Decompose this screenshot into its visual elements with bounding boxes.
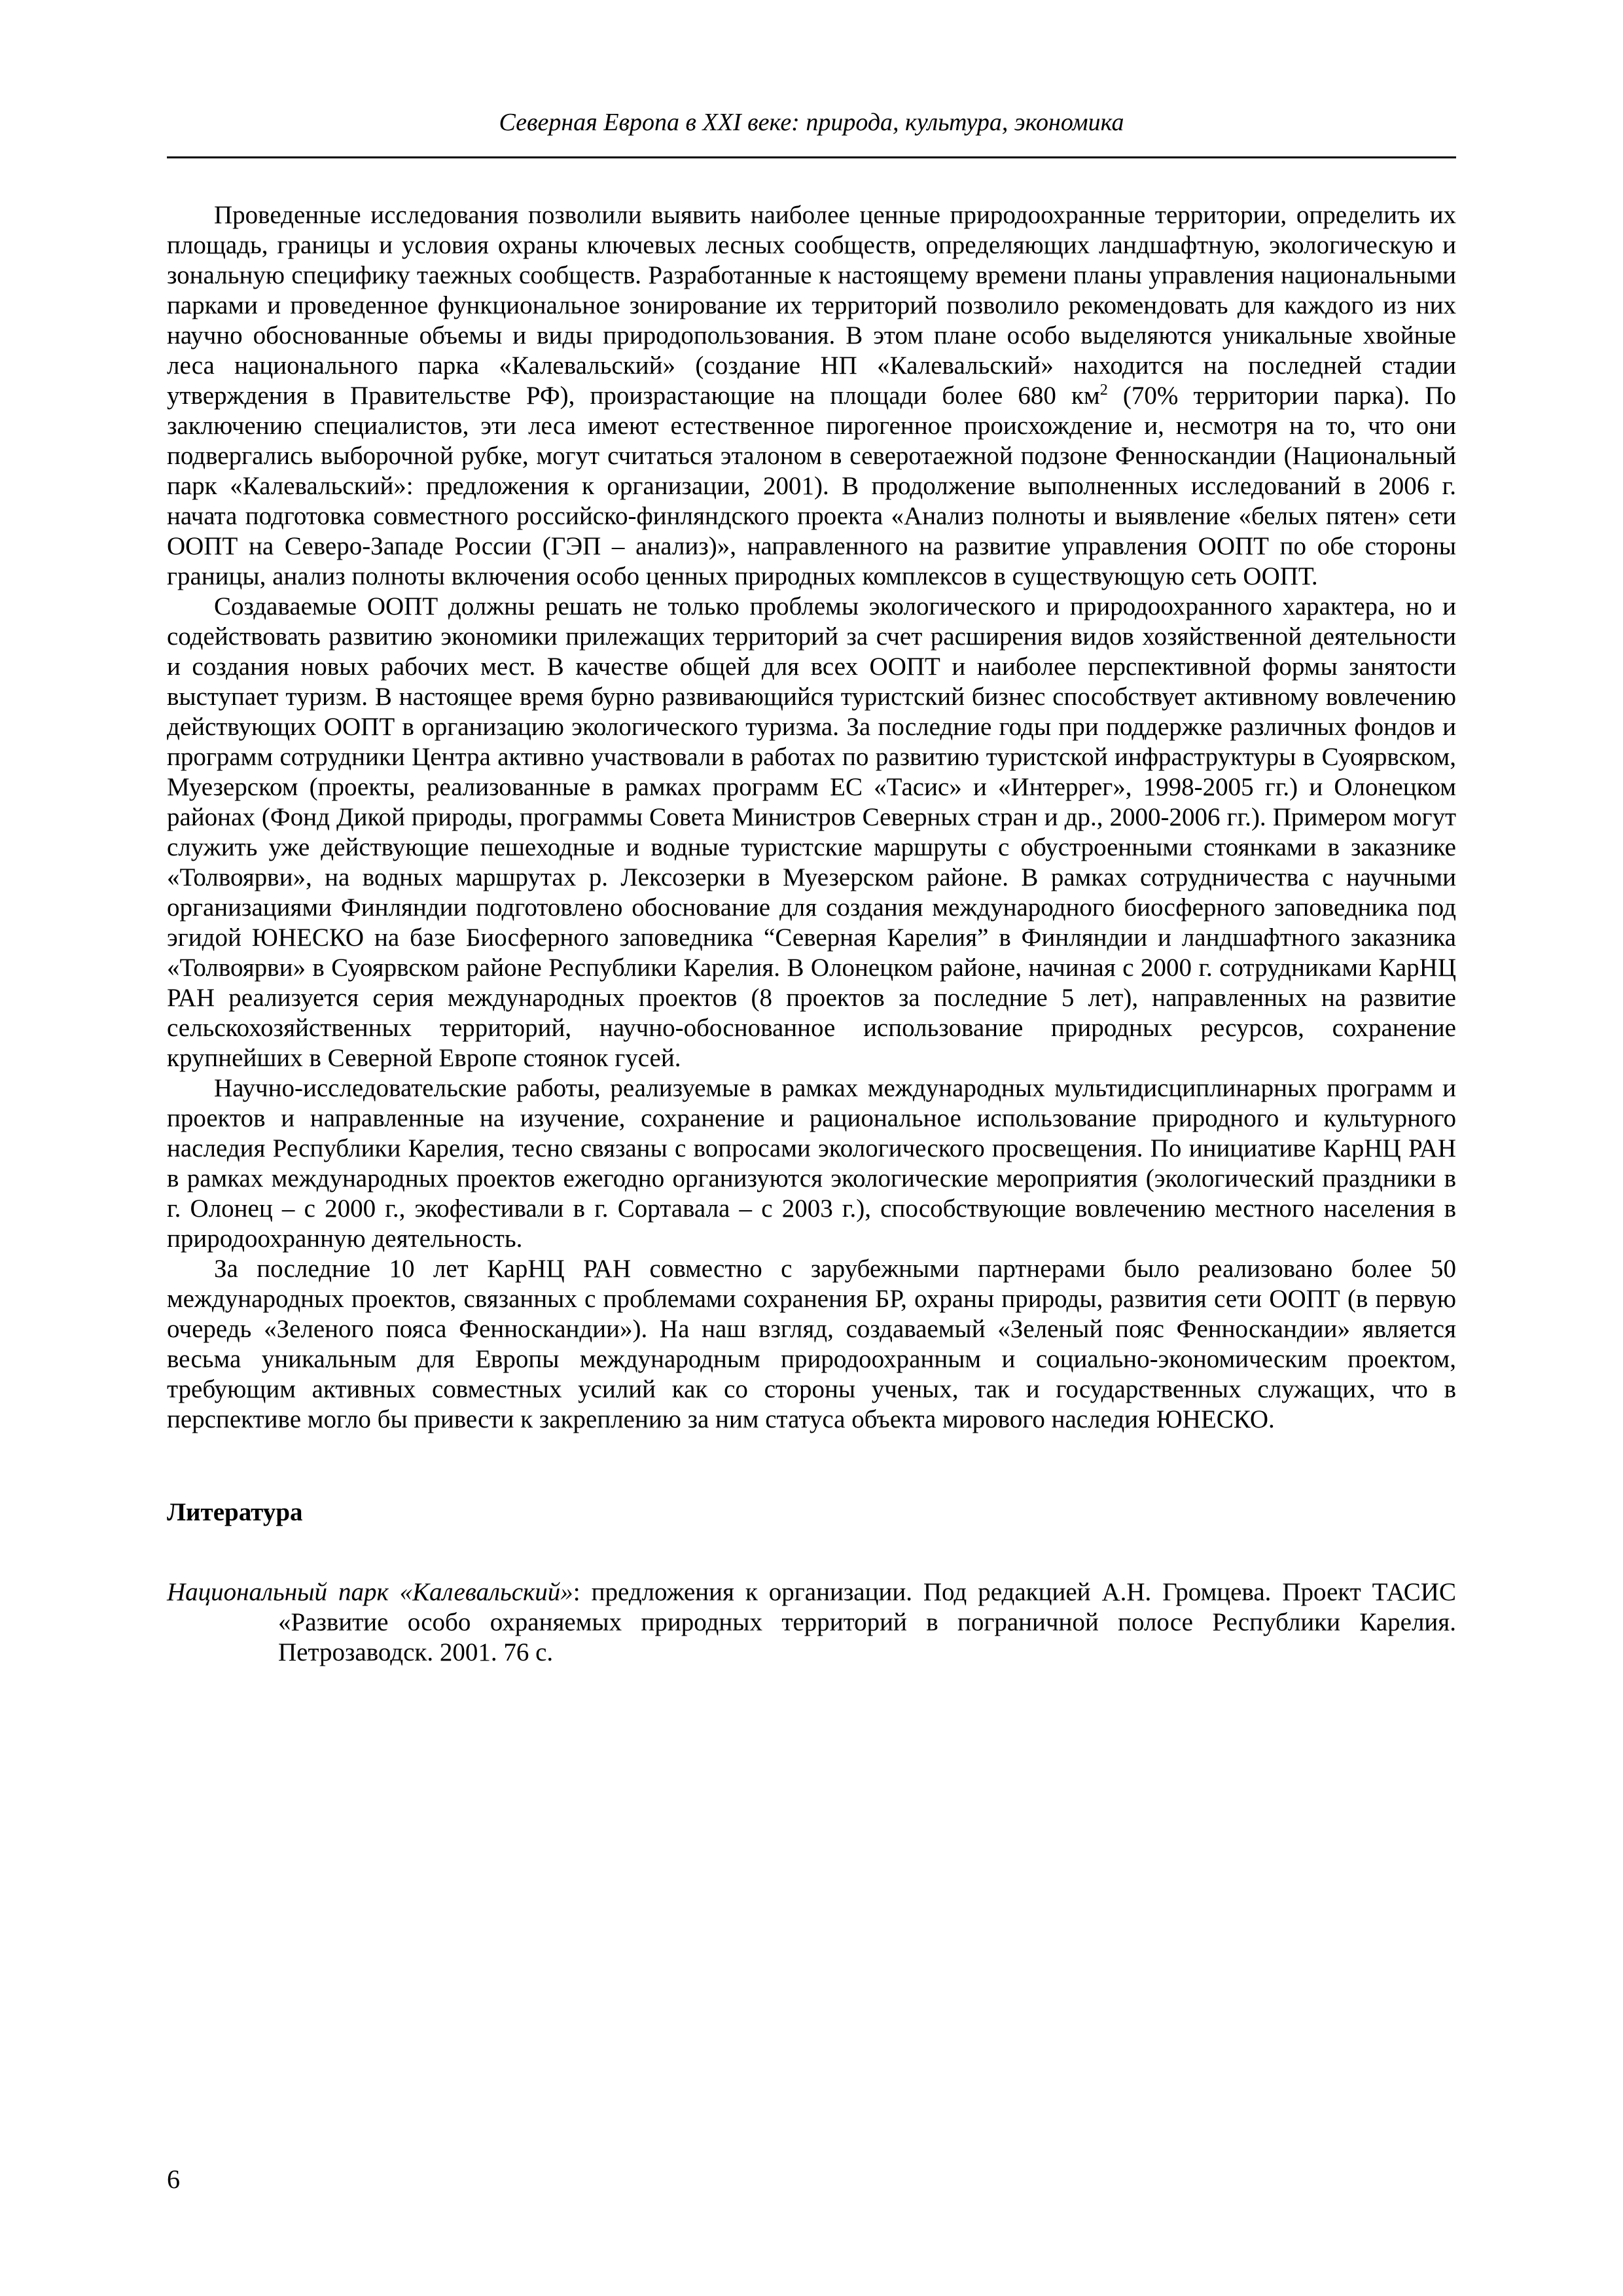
header-rule: [167, 156, 1456, 158]
bibliography-title: Национальный парк «Калевальский»: [167, 1577, 573, 1606]
page-number: 6: [167, 2164, 180, 2194]
paragraph-1-text: Проведенные исследования позволили выявить наиболее ценные природоохранные территории, определить их площадь, границы и условия охраны ключевых лесных сообществ, определяющих ландшафтную, экологическую и зональную специфику таежных сообществ. Разработанные к настоящему времени планы управления национальными парками и проведенное функциональное зонирование их территорий позволило рекомендовать для каждого из них научно обоснованные объемы и виды природопользования. В этом плане особо выделяются уникальные хвойные леса национального парка «Калевальский» (создание НП «Калевальский» находится на последней стадии утверждения в Правительстве РФ), произрастающие на площади более 680 км: [167, 200, 1456, 410]
bibliography-entry: [167, 1577, 1456, 1668]
km-squared-superscript: 2: [1099, 380, 1108, 399]
paragraph-4: За последние 10 лет КарНЦ РАН совместно с зарубежными партнерами было реализовано более 50 международных проектов, связанных с проблемами сохранения БР, охраны природы, развития сети ООПТ (в первую очередь «Зеленого пояса Фенноскандии»). На наш взгляд, создаваемый «Зеленый пояс Фенноскандии» является весьма уникальным для Европы международным природоохранным и социально-экономическим проектом, требующим активных совместных усилий как со стороны ученых, так и государственных служащих, что в перспективе могло бы привести к закреплению за ним статуса объекта мирового наследия ЮНЕСКО.: [167, 1254, 1456, 1433]
running-header: Северная Европа в XXI веке: природа, культура, экономика: [499, 109, 1124, 136]
bibliography-rest: : предложения к организации. Под редакцией А.Н. Громцева. Проект ТАСИС «Развитие особо охраняемых природных территорий в пограничной полосе Республики Карелия. Петрозаводск. 2001. 76 с.: [278, 1577, 1456, 1666]
section-heading-literature: Литература: [167, 1498, 303, 1526]
paragraph-2: Создаваемые ООПТ должны решать не только проблемы экологического и природоохранного характера, но и содействовать развитию экономики прилежащих территорий за счет расширения видов хозяйственной деятельности и создания новых рабочих мест. В качестве общей для всех ООПТ и наиболее перспективной формы занятости выступает туризм. В настоящее время бурно развивающийся туристский бизнес способствует активному вовлечению действующих ООПТ в организацию экологического туризма. За последние годы при поддержке различных фондов и программ сотрудники Центра активно участвовали в работах по развитию туристской инфраструктуры в Суоярвском, Муезерском (проекты, реализованные в рамках программ ЕС «Тасис» и «Интеррег», 1998-2005 гг.) и Олонецком районах (Фонд Дикой природы, программы Совета Министров Северных стран и др., 2000-2006 гг.). Примером могут служить уже действующие пешеходные и водные туристские маршруты с обустроенными стоянками в заказнике «Толвоярви», на водных маршрутах р. Лексозерки в Муезерском районе. В рамках сотрудничества с научными организациями Финляндии подготовлено обоснование для создания международного биосферного заповедника под эгидой ЮНЕСКО на базе Биосферного заповедника “Северная Карелия” в Финляндии и ландшафтного заказника «Толвоярви» в Суоярвском районе Республики Карелия. В Олонецком районе, начиная с 2000 г. сотрудниками КарНЦ РАН реализуется серия международных проектов (8 проектов за последние 5 лет), направленных на развитие сельскохозяйственных территорий, научно-обоснованное использование природных ресурсов, сохранение крупнейших в Северной Европе стоянок гусей.: [167, 592, 1456, 1072]
article-body: [167, 200, 1456, 1435]
paragraph-1-continued: (70% территории парка). По заключению специалистов, эти леса имеют естественное пирогенное происхождение и, несмотря на то, что они подвергались выборочной рубке, могут считаться эталоном в северотаежной подзоне Фенноскандии (Национальный парк «Калевальский»: предложения к организации, 2001). В продолжение выполненных исследований в 2006 г. начата подготовка совместного российско-финляндского проекта «Анализ полноты и выявление «белых пятен» сети ООПТ на Северо-Западе России (ГЭП – анализ)», направленного на развитие управления ООПТ по обе стороны границы, анализ полноты включения особо ценных природных комплексов в существующую сеть ООПТ.: [167, 381, 1456, 590]
paragraph-1: [167, 200, 1456, 592]
paragraph-3: Научно-исследовательские работы, реализуемые в рамках международных мультидисциплинарных программ и проектов и направленные на изучение, сохранение и рациональное использование природного и культурного наследия Республики Карелия, тесно связаны с вопросами экологического просвещения. По инициативе КарНЦ РАН в рамках международных проектов ежегодно организуются экологические мероприятия (экологический праздники в г. Олонец – с 2000 г., экофестивали в г. Сортавала – с 2003 г.), способствующие вовлечению местного населения в природоохранную деятельность.: [167, 1073, 1456, 1253]
